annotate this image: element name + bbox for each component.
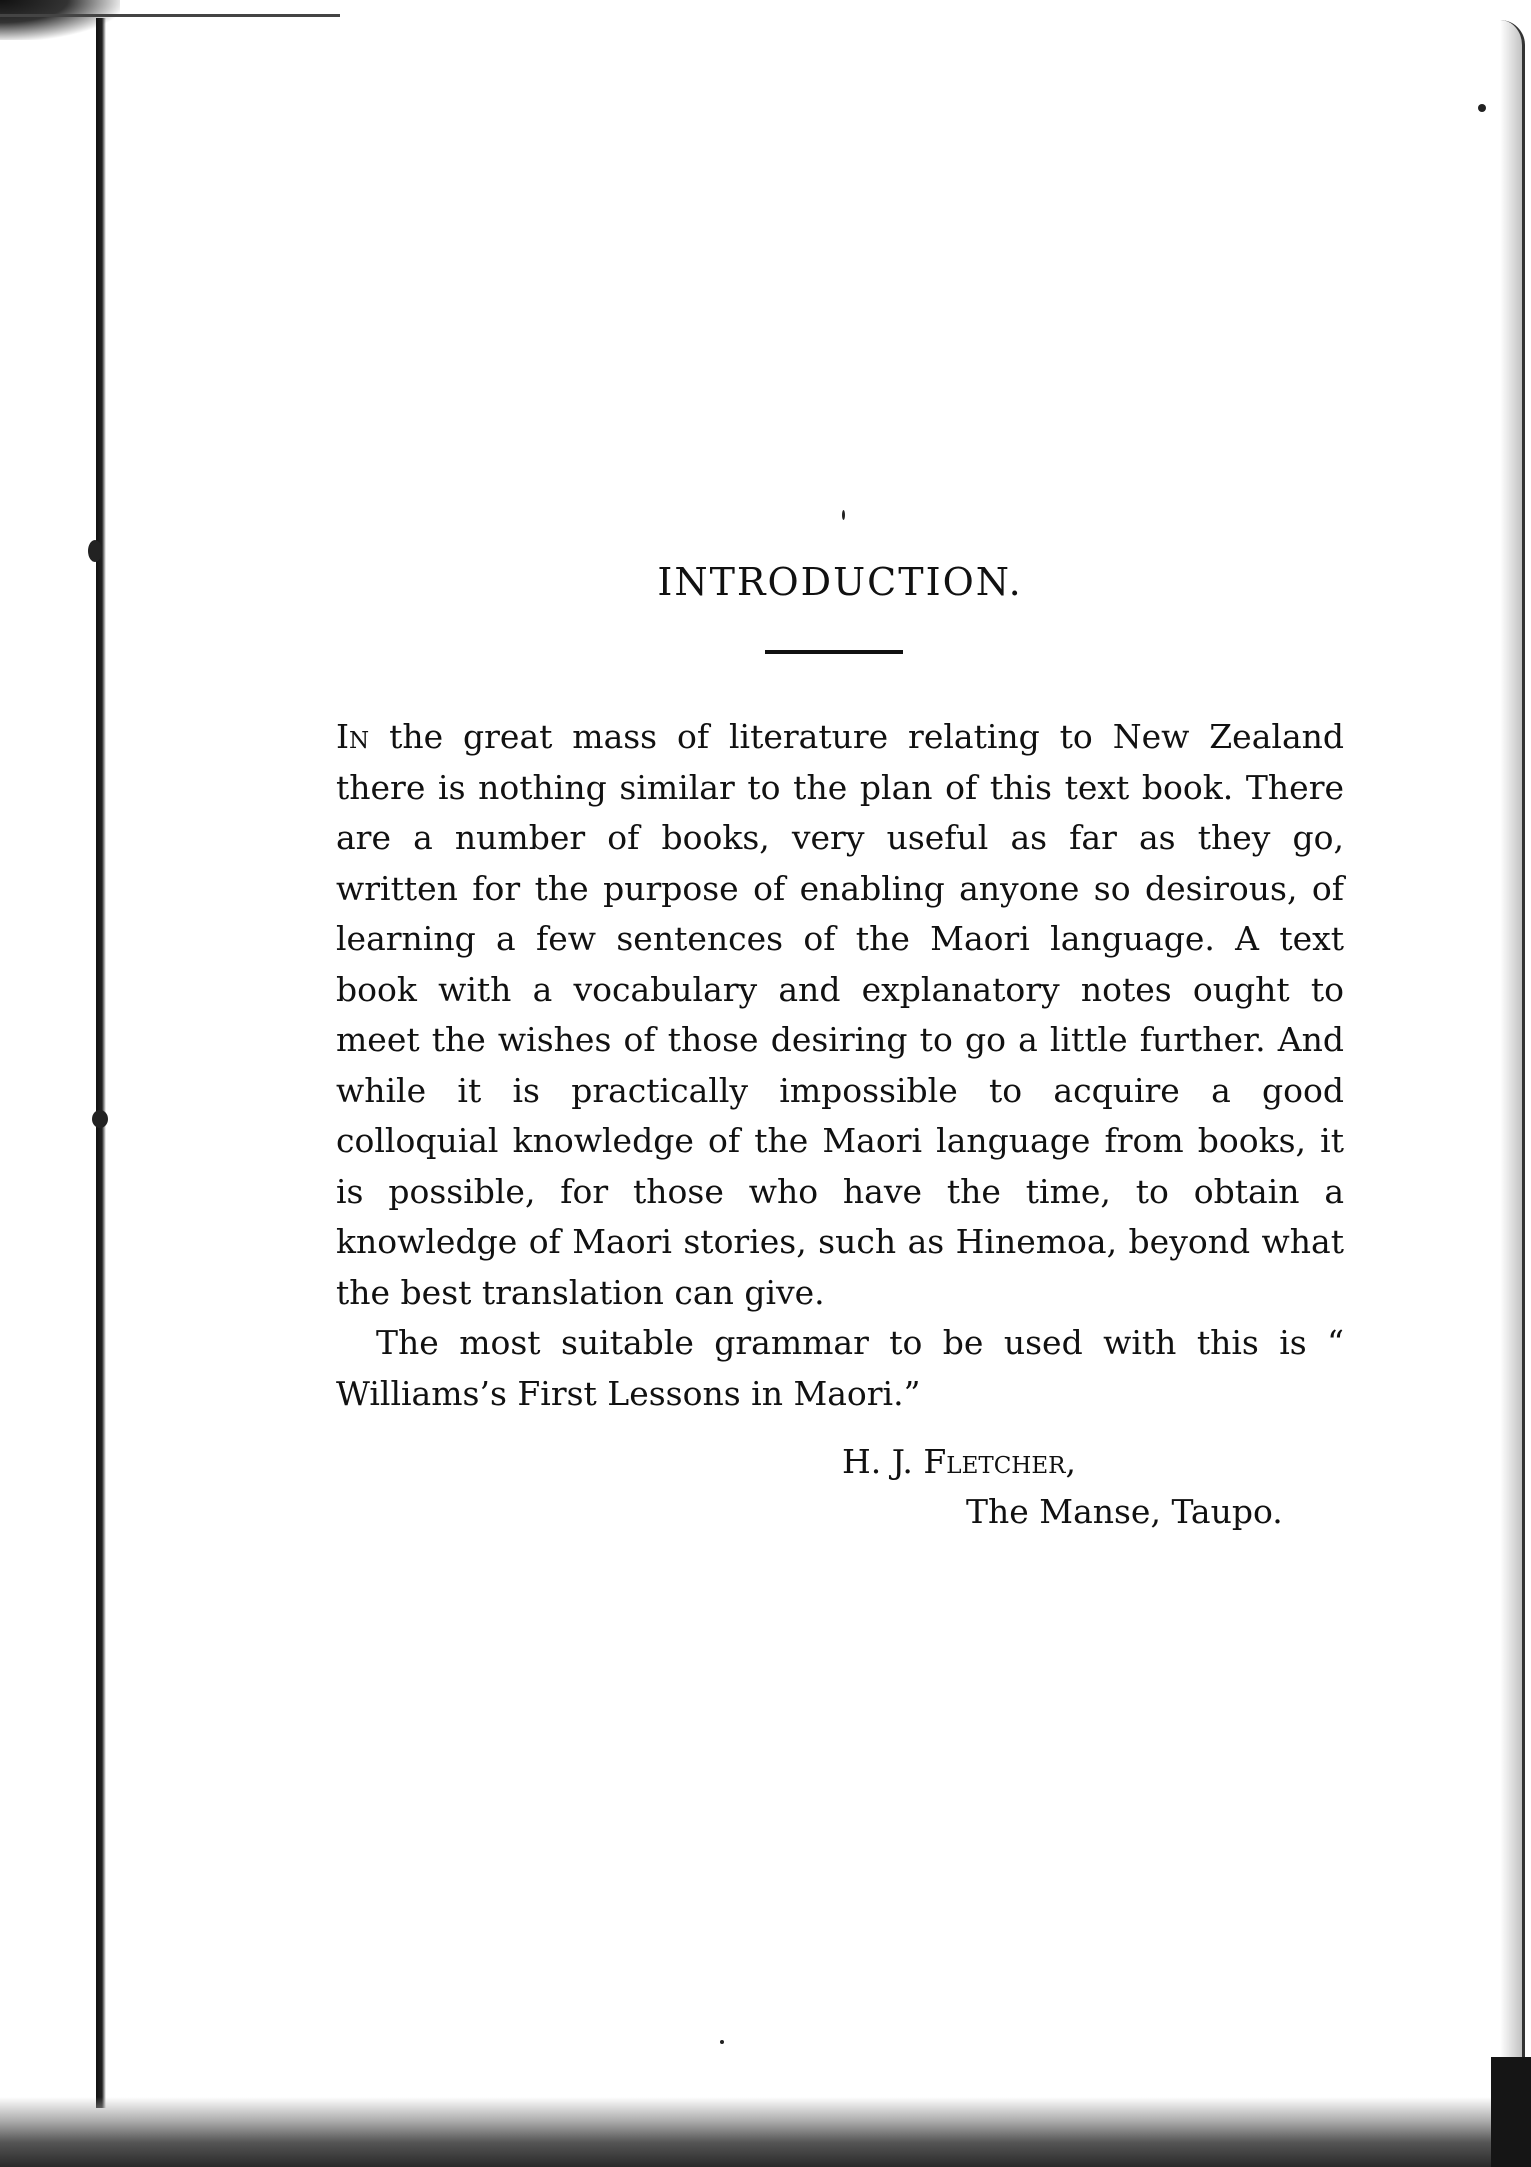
page-right-edge [1500,20,1525,2130]
paragraph-1 [336,712,1344,1318]
scan-speck [92,1110,108,1128]
scan-speck [842,510,845,520]
page-title: INTRODUCTION. [657,560,1023,604]
author-name: H. J. Fletcher, [842,1442,1076,1481]
page-top-edge [0,14,340,17]
signature-block [336,1437,1344,1537]
scan-speck [88,540,102,562]
title-rule [765,650,903,654]
scan-speck [1478,104,1486,112]
paragraph-2: The most suitable grammar to be used with this is “ Williams’s First Lessons in Maori.” [336,1323,1344,1413]
author-place: The Manse, Taupo. [966,1492,1283,1531]
scan-speck [720,2040,724,2044]
introduction-section [336,560,1344,1537]
page-bottom-edge [0,2097,1531,2167]
paragraph-1-text: the great mass of literature relating to New Zealand there is nothing similar to the plan of this text book. There are a number of books, very useful as far as they go, written for the purpose of enabling anyone so desirous, of learning a few sentences of the Maori language. A text book with a vocabulary and explanatory notes ought to meet the wishes of those desiring to go a little further. And while it is practically impossible to acquire a good colloquial knowledge of the Maori language from books, it is possible, for those who have the time, to obtain a knowledge of Maori stories, such as Hinemoa, beyond what the best translation can give. [336,717,1344,1312]
introduction-body [336,712,1344,1419]
page-bottom-right-corner [1491,2057,1531,2167]
page-left-binding-edge [96,18,106,2108]
paragraph-dropcap: In [336,717,370,756]
